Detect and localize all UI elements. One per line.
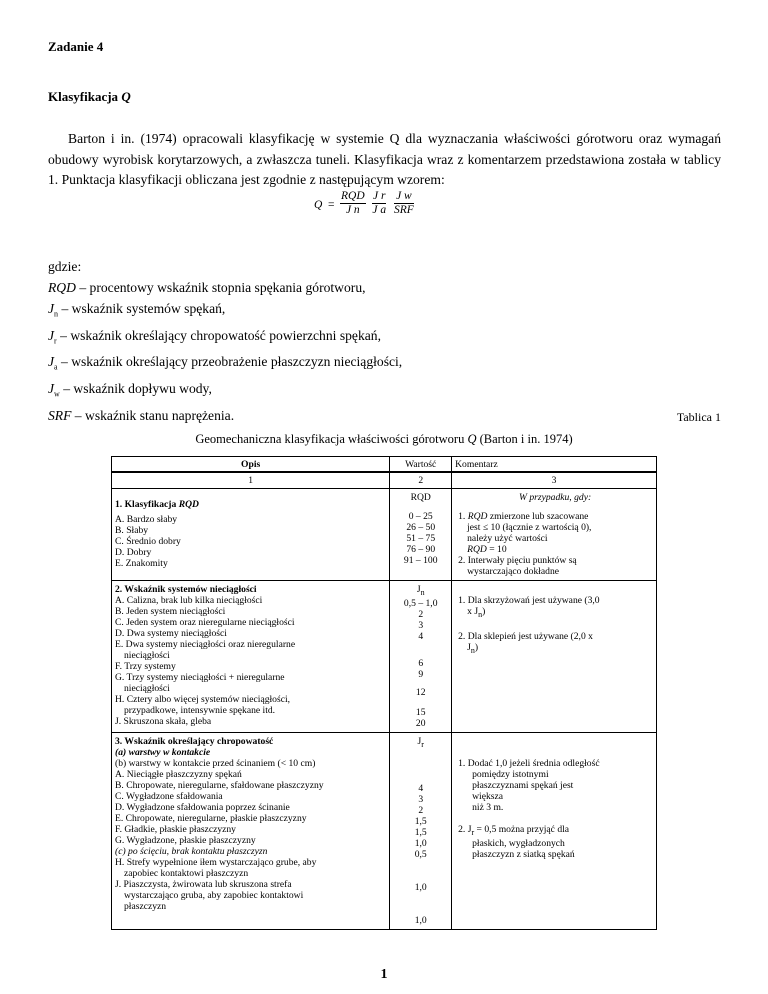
jr-row: A. Nieciągłe płaszczyzny spękań (115, 768, 242, 780)
section-jn (112, 581, 657, 733)
jr-value: 1,5 (414, 815, 427, 827)
jn-row: F. Trzy systemy (115, 661, 176, 672)
fraction-1-numerator: RQD (341, 190, 365, 202)
rqd-comment: 2. Interwały pięciu punktów są (458, 555, 577, 566)
jn-value: 3 (418, 619, 424, 631)
section-jr (112, 732, 657, 929)
table-caption: Geomechaniczna klasyfikacja właściwości górotworu Q (Barton i in. 1974) (195, 432, 573, 446)
jn-value: 15 (415, 706, 426, 718)
table-label: Tablica 1 (676, 410, 721, 424)
jr-comment: płaskich, wygładzonych (472, 837, 565, 849)
section-title (48, 89, 131, 105)
jr-value: 1,0 (414, 837, 427, 849)
table-column-numbers (112, 472, 657, 489)
rqd-row: A. Bardzo słaby (115, 514, 178, 525)
rqd-value: 51 – 75 (406, 533, 436, 544)
jr-row: F. Gładkie, płaskie płaszczyzny (115, 823, 236, 835)
fraction-2-denominator: J a (372, 204, 387, 216)
jn-comment: 2. Dla sklepień jest używane (2,0 x (458, 630, 593, 642)
jr-comment: 2. $J_r = 0,5$ można przyjąć dla (458, 823, 570, 837)
rqd-comment: należy użyć wartości (467, 533, 548, 544)
col-number-3: 3 (452, 472, 657, 489)
jn-row: B. Jeden system nieciągłości (115, 606, 226, 617)
jr-comment: płaszczyznami spękań jest (472, 779, 574, 791)
section-jr-title: 3. Wskaźnik określający chropowatość (115, 735, 274, 747)
jr-row: C. Wygładzone sfałdowania (115, 790, 223, 802)
jr-symbol: $J_r$ (417, 735, 424, 749)
jr-value: 1,0 (414, 914, 427, 926)
definition-srf: SRF – wskaźnik stanu naprężenia. (48, 407, 235, 423)
rqd-value: 91 – 100 (403, 555, 438, 566)
jn-row: G. Trzy systemy nieciągłości + nieregularne (115, 672, 285, 683)
jr-comment: większa (472, 790, 504, 802)
jn-row: nieciągłości (124, 683, 170, 694)
jn-row: nieciągłości (124, 650, 170, 661)
fraction-3-denominator: SRF (394, 204, 414, 216)
jr-row: B. Chropowate, nieregularne, sfałdowane płaszczyzny (115, 779, 324, 791)
jn-row: A. Calizna, brak lub kilka nieciągłości (115, 595, 263, 606)
jr-value: 0,5 (414, 848, 427, 860)
jn-value: 0,5 – 1,0 (403, 597, 438, 609)
jr-value: 3 (418, 793, 424, 805)
definitions-intro: gdzie: (48, 259, 82, 274)
jn-value: 20 (415, 717, 426, 729)
jr-row: zapobiec kontaktowi płaszczyzn (124, 867, 249, 879)
rqd-comment: 1. RQD zmierzone lub szacowane (458, 511, 589, 522)
rqd-comment-header: W przypadku, gdy: (518, 492, 592, 503)
jn-row: H. Cztery albo więcej systemów nieciągłości, (115, 694, 291, 705)
definition-rqd: RQD – procentowy wskaźnik stopnia spękania górotworu, (48, 280, 366, 295)
rqd-row: D. Dobry (115, 547, 152, 558)
col-number-2: 2 (390, 472, 452, 489)
jr-row: J. Piaszczysta, żwirowata lub skruszona strefa (115, 878, 292, 890)
jr-comment: płaszczyzn z siatką spękań (472, 848, 575, 860)
definition-jr: $J_r$ – wskaźnik określający chropowatość powierzchni spękań, (48, 327, 381, 346)
header-opis: Opis (112, 457, 390, 473)
rqd-symbol: RQD (410, 492, 431, 503)
jr-comment: pomiędzy istotnymi (472, 768, 549, 780)
section-title-q: Q (121, 89, 131, 104)
formula-lhs: Q (314, 199, 323, 211)
fraction-1-denominator: J n (345, 204, 360, 216)
jr-row: G. Wygładzone, płaskie płaszczyzny (115, 834, 256, 846)
section-rqd-title: 1. Klasyfikacja RQD (115, 499, 199, 510)
fraction-rqd-jn (340, 190, 366, 217)
col-number-1: 1 (112, 472, 390, 489)
rqd-value: 0 – 25 (408, 511, 433, 522)
rqd-value: 26 – 50 (406, 522, 436, 533)
intro-paragraph: Barton i in. (1974) opracowali klasyfikację w systemie Q dla wyznaczania właściwości górotworu oraz wymagań obudowy wyrobisk korytarzowych, a zwłaszcza tuneli. Klasyfikacja wraz z komentarzem przedstawiona została w tablicy 1. Punktacja klasyfikacji obliczana jest zgodnie z następującym wzorem: (48, 131, 721, 187)
rqd-row: E. Znakomity (115, 558, 168, 569)
formula (314, 189, 434, 229)
section-rqd (112, 489, 657, 581)
section-jn-title: 2. Wskaźnik systemów nieciągłości (115, 584, 257, 595)
table-header-row (112, 457, 657, 473)
jr-row: wystarczająco gruba, aby zapobiec kontaktowi (124, 889, 304, 901)
rqd-value: 76 – 90 (406, 544, 436, 555)
jr-row: (b) warstwy w kontakcie przed ścinaniem (< 10 cm) (115, 757, 316, 769)
jn-value: 9 (418, 668, 424, 680)
page-number: 1 (380, 967, 388, 982)
definitions-list (48, 256, 402, 426)
jn-value: 6 (418, 657, 424, 669)
jr-comment: 1. Dodać 1,0 jeżeli średnia odległość (458, 757, 600, 769)
definition-jn: $J_n$ – wskaźnik systemów spękań, (48, 301, 226, 319)
jr-row: H. Strefy wypełnione iłem wystarczająco grube, aby (115, 856, 317, 868)
jn-value: 12 (415, 686, 426, 698)
jr-row: (c) po ścięciu, brak kontaktu płaszczyzn (115, 845, 268, 857)
rqd-comment: jest ≤ 10 (łącznie z wartością 0), (467, 522, 592, 533)
jr-row: E. Chropowate, nieregularne, płaskie płaszczyzny (115, 812, 307, 824)
fraction-jw-srf (394, 190, 414, 217)
definition-ja: $J_a$ – wskaźnik określający przeobrażenie płaszczyzn nieciągłości, (48, 354, 403, 373)
fraction-jr-ja (372, 190, 386, 217)
jn-row: J. Skruszona skała, gleba (115, 716, 212, 727)
formula-eq: = (328, 199, 335, 211)
header-wartosc: Wartość (390, 457, 452, 473)
fraction-2-numerator: J r (373, 190, 386, 202)
jn-value: 4 (418, 630, 424, 642)
jn-comment: x $J_n$) (467, 606, 486, 619)
jr-value: 2 (418, 804, 424, 816)
jn-symbol: $J_n$ (416, 584, 425, 597)
jr-value: 4 (418, 782, 424, 794)
rqd-row: C. Średnio dobry (115, 536, 181, 547)
task-title: Zadanie 4 (48, 39, 104, 54)
jn-row: E. Dwa systemy nieciągłości oraz nieregularne (115, 639, 296, 650)
fraction-3-numerator: J w (394, 190, 414, 204)
jn-row: C. Jeden system oraz nieregularne nieciągłości (115, 617, 295, 628)
jr-row: D. Wygładzone sfałdowania poprzez ścinanie (115, 801, 290, 813)
rqd-comment: wystarczająco dokładne (467, 566, 560, 577)
jr-comment: niż 3 m. (472, 801, 504, 813)
rqd-row: B. Słaby (115, 525, 149, 536)
jr-value: 1,0 (414, 881, 427, 893)
section-title-prefix: Klasyfikacja (48, 89, 122, 104)
jn-comment: $J_n$) (467, 641, 479, 655)
definition-jw: $J_w$ – wskaźnik dopływu wody, (48, 381, 212, 399)
jn-row: przypadkowe, intensywnie spękane itd. (124, 705, 276, 716)
jr-row: płaszczyzn (124, 900, 167, 912)
header-komentarz: Komentarz (452, 457, 657, 473)
jn-comment: 1. Dla skrzyżowań jest używane (3,0 (458, 595, 600, 606)
jr-row: (a) warstwy w kontakcie (115, 746, 211, 758)
jr-value: 1,5 (414, 826, 427, 838)
jn-value: 2 (418, 608, 424, 620)
rqd-comment: RQD = 10 (467, 544, 507, 555)
jn-row: D. Dwa systemy nieciągłości (115, 628, 227, 639)
classification-table (111, 456, 657, 930)
